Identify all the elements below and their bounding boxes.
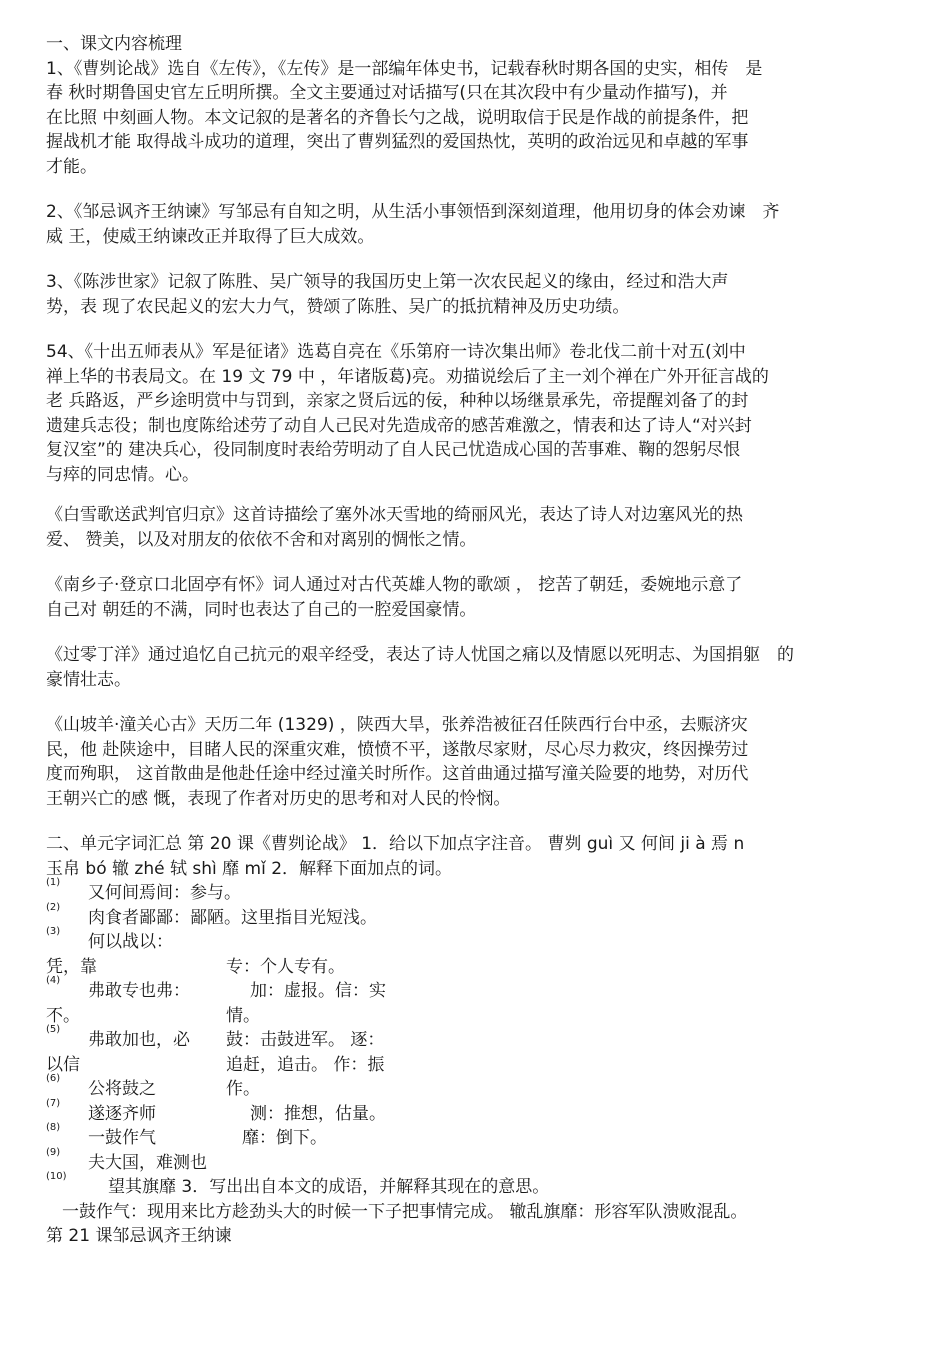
note-item: (2) 肉食者鄙鄙：鄙陋。这里指目光短浅。	[46, 901, 377, 928]
paragraph-nan-xiang-zi: 《南乡子·登京口北固亭有怀》词人通过对古代英雄人物的歌颂 ， 挖苦了朝廷，委婉地示意了 自己对 朝廷的不满，同时也表达了自己的一腔爱国豪情。	[46, 575, 743, 620]
paragraph-chu-shi-biao: 54、《十出五师表从》军是征诸》选葛自亮在《乐第府一诗次集出师》卷北伐二前十对五(刘中 禅上华的书表局文。在 19 文 79 中 ，年诸版葛)亮。劝描说绘后了主一刘个禅在广外开征言战的 老 兵路返，严乡途明赏中与罚到，亲家之贤后远的佞，种种以场继景承先，帝提醒刘备了的封 遗建兵志役；制也度陈给述劳了动自人己民对先造成帝的感苦难激之，情表和达了诗人“对兴封 复汉室”的 建决兵心，役同制度时表给劳明动了自人民己忧造成心国的苦事难、鞠的怨躬尽恨 与瘁的同忠情。心。	[46, 342, 769, 485]
note-item: (1) 又何间焉间：参与。	[46, 877, 241, 903]
note-table-row: (5) 弗敢加也，必 鼓：击鼓进军。 逐：	[46, 1024, 385, 1050]
note-table-row: (10) 望其旗靡 3．写出出自本文的成语，并解释其现在的意思。	[46, 1171, 550, 1197]
document-page	[46, 32, 886, 1249]
paragraph-bai-xue-ge: 《白雪歌送武判官归京》这首诗描绘了塞外冰天雪地的绮丽风光，表达了诗人对边塞风光的热 爱、 赞美，以及对朋友的依依不舍和对离别的惆怅之情。	[46, 505, 743, 550]
idiom-explanation: 一鼓作气：现用来比方趁劲头大的时候一下子把事情完成。 辙乱旗靡：形容军队溃败混乱。	[62, 1201, 748, 1222]
note-table-row: 不。 情。	[46, 1005, 260, 1026]
note-table-row: (6) 公将鼓之 作。	[46, 1073, 260, 1099]
paragraph-cao-gui: 1、《曹刿论战》选自《左传》，《左传》是一部编年体史书，记载春秋时期各国的史实，相传 是 春 秋时期鲁国史官左丘明所撰。全文主要通过对话描写(只在其次段中有少量动作描写)，并 在比照 中刻画人物。本文记叙的是著名的齐鲁长勺之战，说明取信于民是作战的前提条件，把 握战机才能 取得战斗成功的道理，突出了曹刿猛烈的爱国热忱，英明的政治远见和卓越的军事 才能。	[46, 58, 763, 177]
next-lesson-title: 第 21 课邹忌讽齐王纳谏	[46, 1226, 232, 1246]
note-table-row: 以信 追赶，追击。 作：振	[46, 1054, 385, 1075]
note-table-row: (9) 夫大国，难测也	[46, 1146, 207, 1173]
note-table-row: (7) 遂逐齐师 测：推想，估量。	[46, 1097, 386, 1124]
paragraph-chen-she: 3、《陈涉世家》记叙了陈胜、吴广领导的我国历史上第一次农民起义的缘由，经过和浩大声 势，表 现了农民起义的宏大力气，赞颂了陈胜、吴广的抵抗精神及历史功绩。	[46, 272, 729, 317]
section-title: 一、课文内容梳理	[46, 34, 182, 54]
paragraph-zou-ji: 2、《邹忌讽齐王纳谏》写邹忌有自知之明，从生活小事领悟到深刻道理，他用切身的体会劝谏 齐 威 王，使威王纳谏改正并取得了巨大成效。	[46, 202, 780, 247]
note-item: (3) 何以战以：	[46, 926, 173, 952]
note-table-row: (4) 弗敢专也弗： 加：虚报。信：实	[46, 975, 386, 1001]
section-vocabulary: 二、单元字词汇总 第 20 课《曹刿论战》 1．给以下加点字注音。 曹刿 guì 又 何间 ji à 焉 n 玉帛 bó 辙 zhé 轼 shì 靡 mǐ 2．解释下面加点的词。 (1) 又何间焉间：参与。 (2) 肉食者鄙鄙：鄙陋。这里指目光短浅。 (3) 何以战以： 凭，靠 专：个人专有。 (4) 弗敢专也弗： 加：虚报。信：实 不。 情。 (5) 弗敢加也，必 鼓：击鼓进军。 逐： 以信 追赶，追击。 作：振 (6) 公将鼓之 作。 (7) 遂逐齐师 测：推想，估量。 (8) 一鼓作气 靡：倒下。 (9) 夫大国，难测也 (10) 望其旗靡 3．写出出自本文的成语，并解释其现在的意思。 一鼓作气：现用来比方趁劲头大的时候一下子把事情完成。 辙乱旗靡：形容军队溃败混乱。 第 21 课邹忌讽齐王纳谏	[46, 832, 886, 1249]
paragraph-shan-po-yang: 《山坡羊·潼关心古》天历二年 (1329) ，陕西大旱，张养浩被征召任陕西行台中丞，去赈济灾 民，他 赴陕途中，目睹人民的深重灾难，愤愤不平，遂散尽家财，尽心尽力救灾，终因操劳过 度而殉职， 这首散曲是他赴任途中经过潼关时所作。这首曲通过描写潼关险要的地势，对历代 王朝兴亡的感 慨，表现了作者对历史的思考和对人民的怜悯。	[46, 715, 749, 809]
note-table-row: 凭，靠 专：个人专有。	[46, 956, 345, 977]
note-table-row: (8) 一鼓作气 靡：倒下。	[46, 1122, 327, 1148]
paragraph-guo-ling-ding-yang: 《过零丁洋》通过追忆自己抗元的艰辛经受，表达了诗人忧国之痛以及情愿以死明志、为国捐躯 的 豪情壮志。	[46, 645, 794, 690]
